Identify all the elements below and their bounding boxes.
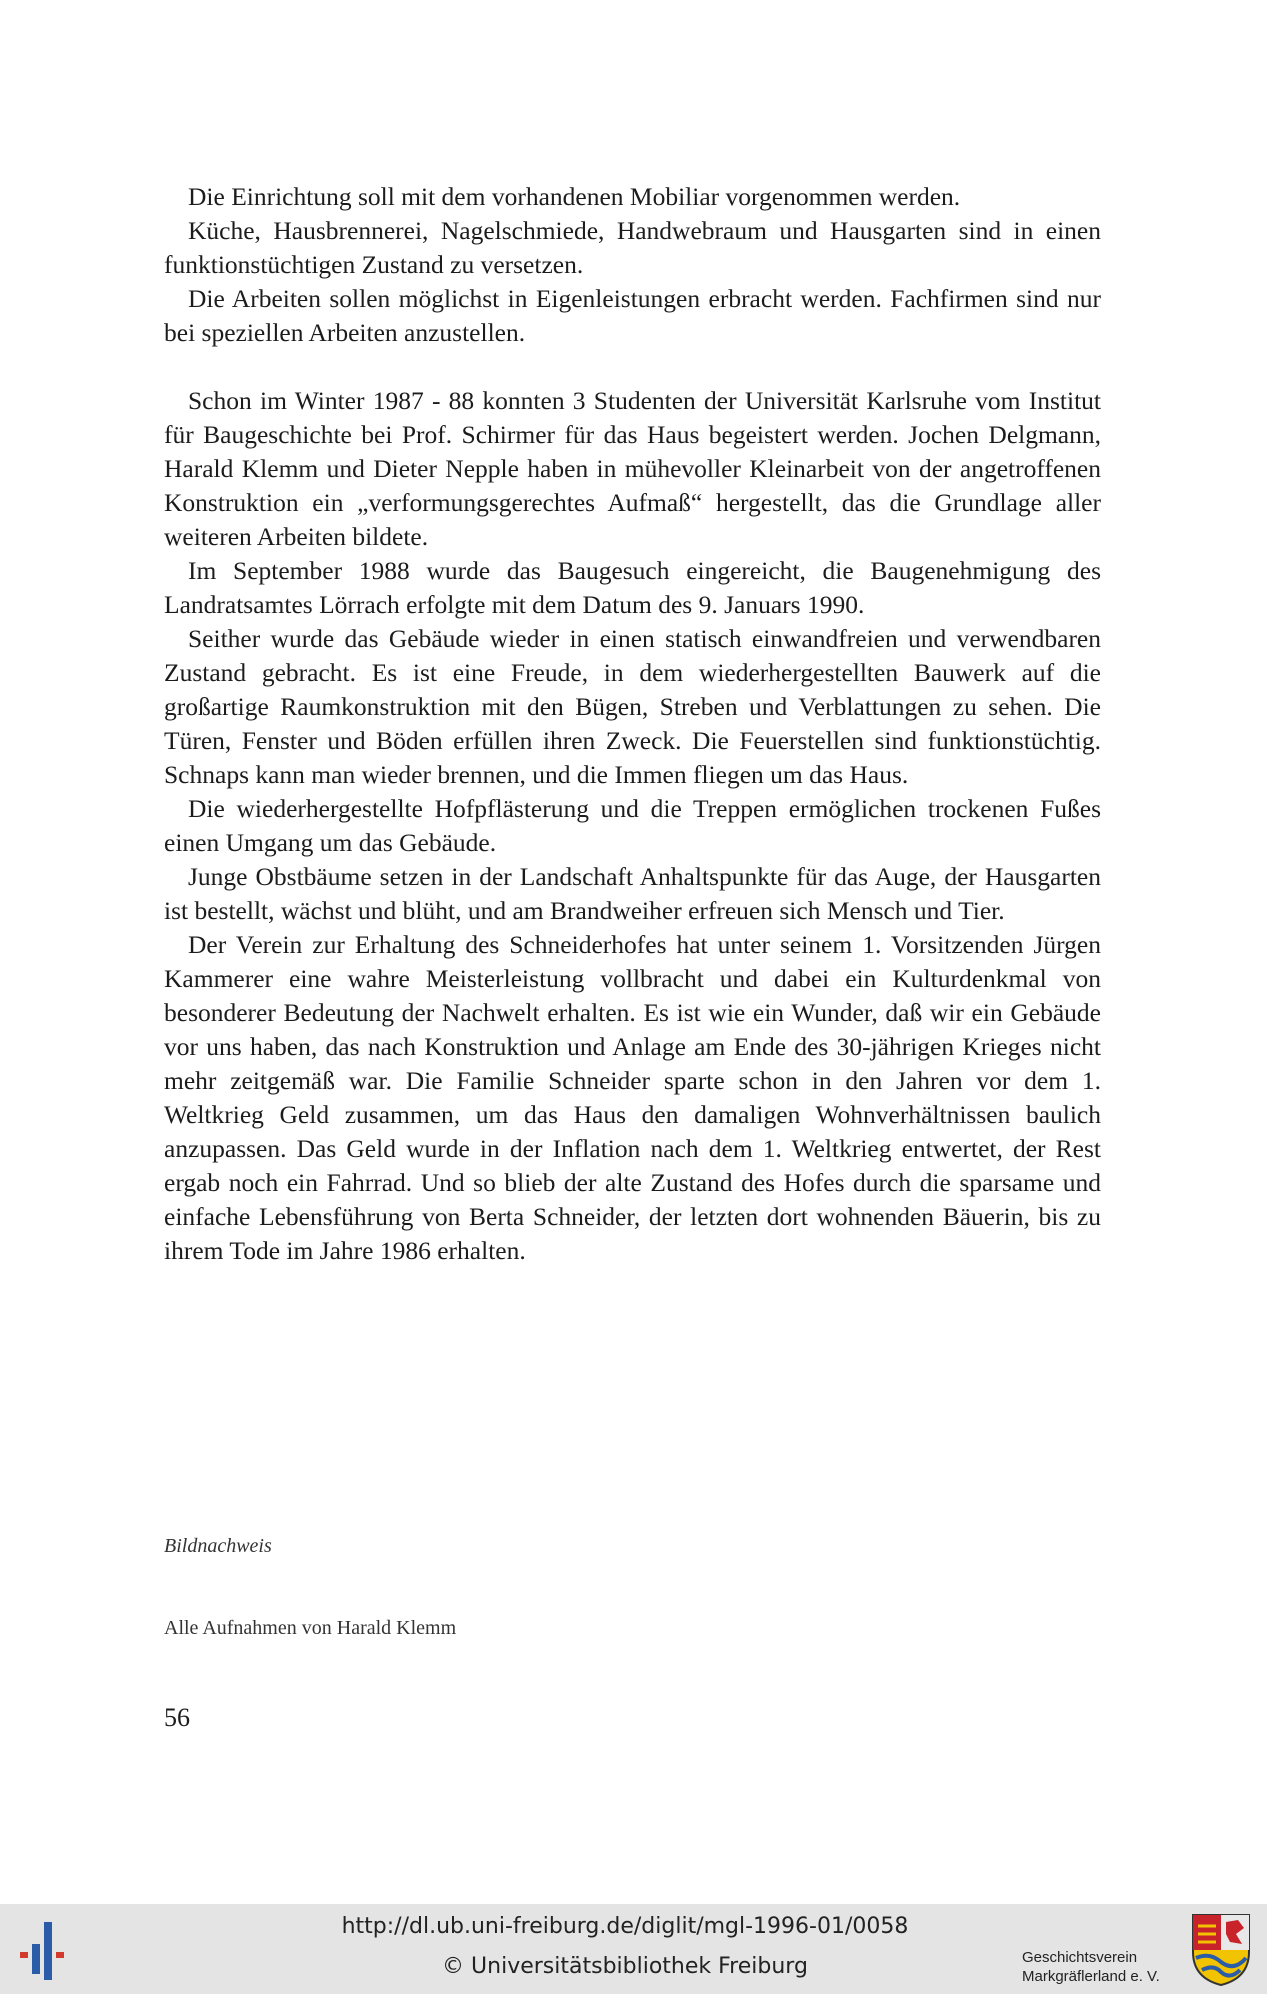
- paragraph: Der Verein zur Erhaltung des Schneiderhofes hat unter seinem 1. Vorsitzenden Jürgen Kammerer eine wahre Meisterleistung vollbracht und dabei ein Kulturdenkmal von besonderer Bedeutung der Nachwelt erhalten. Es ist wie ein Wunder, daß wir ein Gebäude vor uns haben, das nach Konstruktion und Anlage am Ende des 30-jährigen Krieges nicht mehr zeitgemäß war. Die Familie Schneider sparte schon in den Jahren vor dem 1. Weltkrieg Geld zusammen, um das Haus den damaligen Wohnverhältnissen baulich anzupassen. Das Geld wurde in der Inflation nach dem 1. Weltkrieg entwertet, der Rest ergab noch ein Fahrrad. Und so blieb der alte Zustand des Hofes durch die sparsame und einfache Lebensführung von Berta Schneider, der letzten dort wohnenden Bäuerin, bis zu ihrem Tode im Jahre 1986 erhalten.: [164, 930, 1101, 1265]
- paragraph: Küche, Hausbrennerei, Nagelschmiede, Handwebraum und Hausgarten sind in einen funktionstüchtigen Zustand zu versetzen.: [164, 216, 1101, 279]
- society-line: Geschichtsverein: [1022, 1949, 1138, 1966]
- paragraph: Die Einrichtung soll mit dem vorhandenen Mobiliar vorgenommen werden.: [188, 182, 961, 211]
- page-number: 56: [164, 1703, 190, 1732]
- footer-copyright: © Universitätsbibliothek Freiburg: [442, 1954, 808, 1979]
- paragraph: Seither wurde das Gebäude wieder in einen statisch einwandfreien und verwendbaren Zustand gebracht. Es ist eine Freude, in dem wiederhergestellten Bauwerk auf die großartige Raumkonstruktion mit den Bügen, Streben und Verblattungen zu sehen. Die Türen, Fenster und Böden erfüllen ihren Zweck. Die Feuerstellen sind funktionstüchtig. Schnaps kann man wieder brennen, und die Immen fliegen um das Haus.: [164, 624, 1101, 789]
- footer-url-link[interactable]: http://dl.ub.uni-freiburg.de/diglit/mgl-1996-01/0058: [341, 1914, 909, 1939]
- credits-text: Alle Aufnahmen von Harald Klemm: [164, 1617, 457, 1639]
- paragraph: Schon im Winter 1987 - 88 konnten 3 Studenten der Universität Karlsruhe vom Institut für Baugeschichte bei Prof. Schirmer für das Haus begeistert werden. Jochen Delgmann, Harald Klemm und Dieter Nepple haben in mühevoller Kleinarbeit von der angetroffenen Konstruktion ein „verformungsgerechtes Aufmaß“ hergestellt, das die Grundlage aller weiteren Arbeiten bildete.: [164, 386, 1101, 551]
- ub-freiburg-logo-icon: [18, 1914, 80, 1986]
- paragraph: Die Arbeiten sollen möglichst in Eigenleistungen erbracht werden. Fachfirmen sind nur bei speziellen Arbeiten anzustellen.: [164, 284, 1101, 347]
- credits-heading: Bildnachweis: [164, 1535, 272, 1557]
- coat-of-arms-icon: [1190, 1912, 1252, 1988]
- paragraph-gap: [164, 350, 1101, 384]
- paragraph: Junge Obstbäume setzen in der Landschaft Anhaltspunkte für das Auge, der Hausgarten ist bestellt, wächst und blüht, und am Brandweiher erfreuen sich Mensch und Tier.: [164, 862, 1101, 925]
- society-line: Markgräflerland e. V.: [1022, 1968, 1160, 1985]
- paragraph: Im September 1988 wurde das Baugesuch eingereicht, die Baugenehmigung des Landratsamtes Lörrach erfolgte mit dem Datum des 9. Januars 1990.: [164, 556, 1101, 619]
- article-body: [164, 180, 1101, 1268]
- paragraph: Die wiederhergestellte Hofpflästerung und die Treppen ermöglichen trockenen Fußes einen Umgang um das Gebäude.: [164, 794, 1101, 857]
- society-name: [1022, 1948, 1192, 1986]
- footer-bar: [0, 1904, 1267, 1994]
